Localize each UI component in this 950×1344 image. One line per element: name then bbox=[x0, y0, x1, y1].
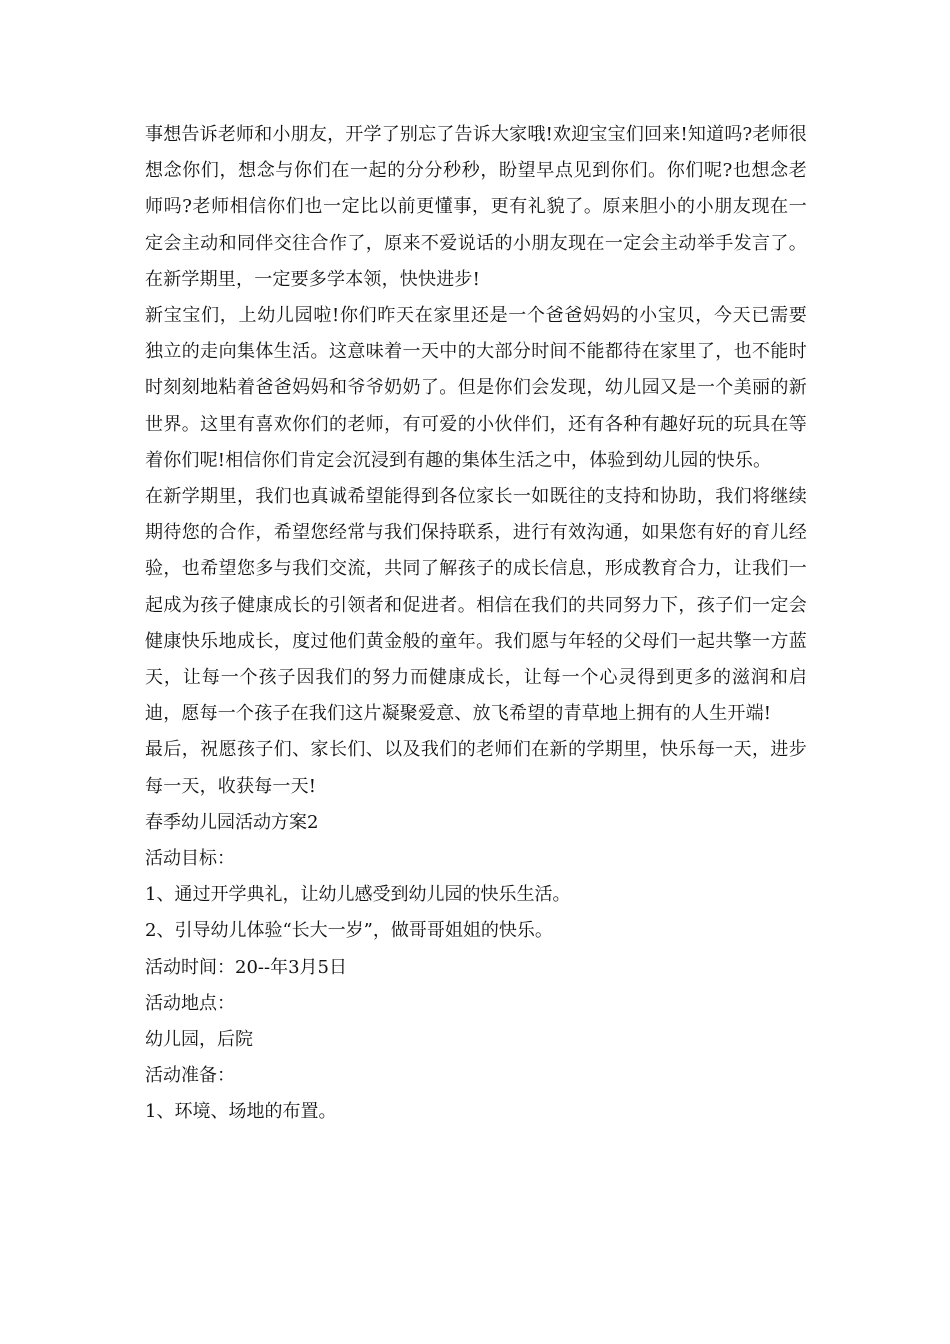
activity-preparation-heading: 活动准备： bbox=[145, 1065, 235, 1087]
activity-goal-item: 2、引导幼儿体验“长大一岁”，做哥哥姐姐的快乐。 bbox=[145, 920, 553, 942]
activity-location: 幼儿园，后院 bbox=[145, 1029, 253, 1051]
activity-goal-item: 1、通过开学典礼，让幼儿感受到幼儿园的快乐生活。 bbox=[145, 884, 571, 906]
section-title: 春季幼儿园活动方案2 bbox=[145, 811, 319, 833]
activity-preparation-item: 1、环境、场地的布置。 bbox=[145, 1101, 337, 1123]
activity-goals-heading: 活动目标： bbox=[145, 848, 235, 870]
paragraph-parents-cooperation: 在新学期里，我们也真诚希望能得到各位家长一如既往的支持和协助，我们将继续期待您的合作，希望您经常与我们保持联系，进行有效沟通，如果您有好的育儿经验，也希望您多与我们交流，共同了解孩子的成长信息，形成教育合力，让我们一起成为孩子健康成长的引领者和促进者。相信在我们的共同努力下，孩子们一定会健康快乐地成长，度过他们黄金般的童年。我们愿与年轻的父母们一起共擎一方蓝天，让每一个孩子因我们的努力而健康成长，让每一个心灵得到更多的滋润和启迪，愿每一个孩子在我们这片凝聚爱意、放飞希望的青草地上拥有的人生开端! bbox=[145, 486, 807, 725]
paragraph-new-babies: 新宝宝们，上幼儿园啦!你们昨天在家里还是一个爸爸妈妈的小宝贝，今天已需要独立的走向集体生活。这意味着一天中的大部分时间不能都待在家里了，也不能时时刻刻地粘着爸爸妈妈和爷爷奶奶了。但是你们会发现，幼儿园又是一个美丽的新世界。这里有喜欢你们的老师，有可爱的小伙伴们，还有各种有趣好玩的玩具在等着你们呢!相信你们肯定会沉浸到有趣的集体生活之中，体验到幼儿园的快乐。 bbox=[145, 305, 807, 471]
activity-location-heading: 活动地点： bbox=[145, 992, 235, 1014]
activity-time: 活动时间：20--年3月5日 bbox=[145, 956, 347, 978]
document-body bbox=[145, 117, 807, 1131]
paragraph-closing-wishes: 最后，祝愿孩子们、家长们、以及我们的老师们在新的学期里，快乐每一天，进步每一天，收获每一天! bbox=[145, 739, 807, 797]
paragraph-welcome-back: 事想告诉老师和小朋友，开学了别忘了告诉大家哦!欢迎宝宝们回来!知道吗?老师很想念你们，想念与你们在一起的分分秒秒，盼望早点见到你们。你们呢?也想念老师吗?老师相信你们也一定比以前更懂事，更有礼貌了。原来胆小的小朋友现在一定会主动和同伴交往合作了，原来不爱说话的小朋友现在一定会主动举手发言了。在新学期里，一定要多学本领，快快进步! bbox=[145, 124, 807, 290]
